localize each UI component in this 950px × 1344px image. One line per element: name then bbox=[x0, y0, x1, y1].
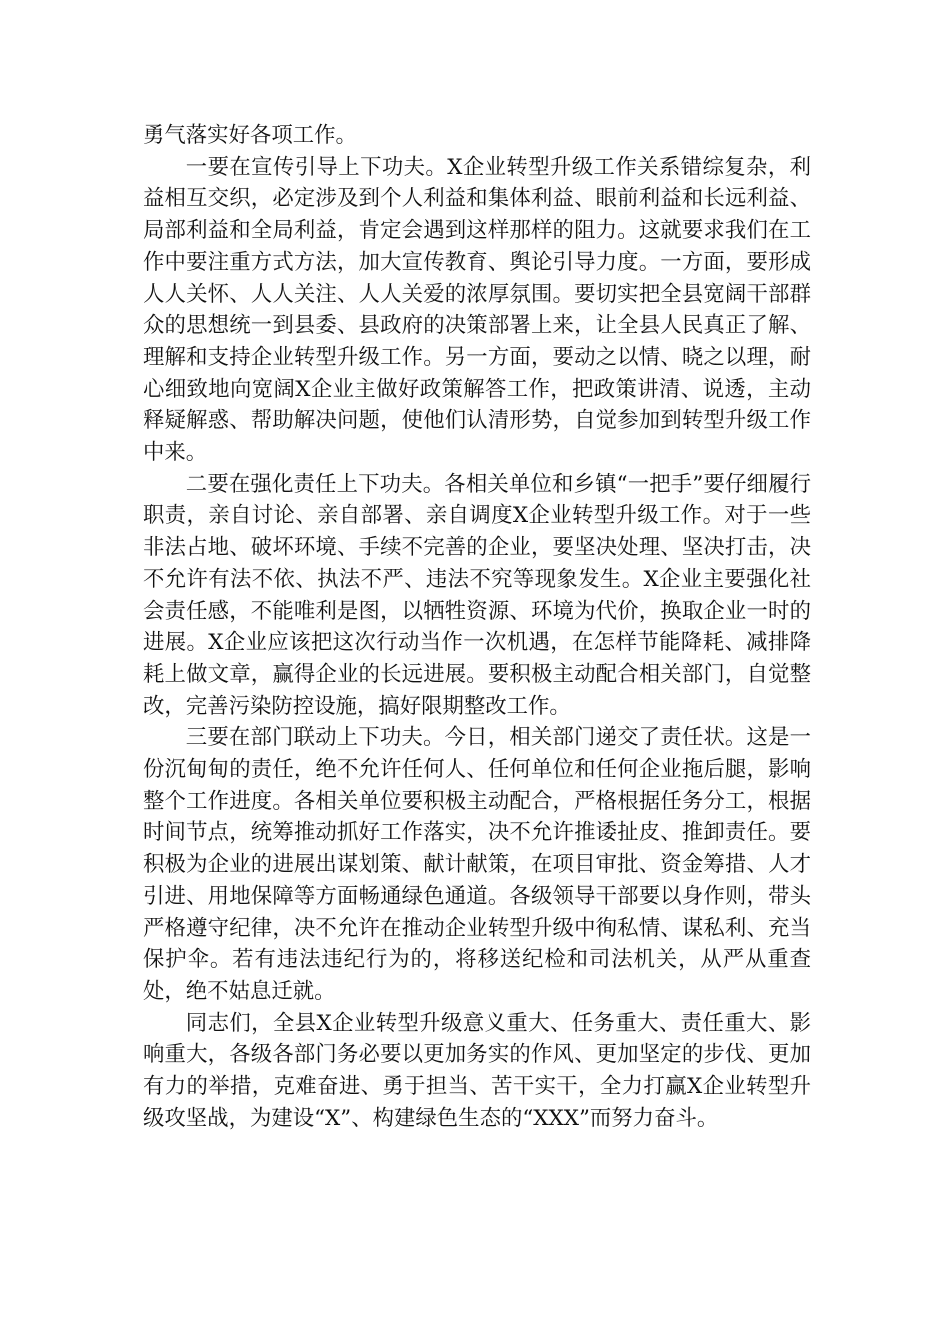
paragraph-strengthen-responsibility: 二要在强化责任上下功夫。各相关单位和乡镇“一把手”要仔细履行职责，亲自讨论、亲自部署、亲自调度X企业转型升级工作。对于一些非法占地、破坏环境、手续不完善的企业，要坚决处理、坚决打击，决不允许有法不依、执法不严、违法不究等现象发生。X企业主要强化社会责任感，不能唯利是图，以牺牲资源、环境为代价，换取企业一时的进展。X企业应该把这次行动当作一次机遇，在怎样节能降耗、减排降耗上做文章，赢得企业的长远进展。要积极主动配合相关部门，自觉整改，完善污染防控设施，搞好限期整改工作。 bbox=[143, 471, 811, 719]
paragraph-continuation: 勇气落实好各项工作。 bbox=[143, 123, 357, 148]
paragraph-publicity-guidance: 一要在宣传引导上下功夫。X企业转型升级工作关系错综复杂，利益相互交织，必定涉及到个人利益和集体利益、眼前利益和长远利益、局部利益和全局利益，肯定会遇到这样那样的阻力。这就要求我们在工作中要注重方式方法，加大宣传教育、舆论引导力度。一方面，要形成人人关怀、人人关注、人人关爱的浓厚氛围。要切实把全县宽阔干部群众的思想统一到县委、县政府的决策部署上来，让全县人民真正了解、理解和支持企业转型升级工作。另一方面，要动之以情、晓之以理，耐心细致地向宽阔X企业主做好政策解答工作，把政策讲清、说透，主动释疑解惑、帮助解决问题，使他们认清形势，自觉参加到转型升级工作中来。 bbox=[143, 154, 811, 466]
paragraph-closing-remarks: 同志们，全县X企业转型升级意义重大、任务重大、责任重大、影响重大，各级各部门务必要以更加务实的作风、更加坚定的步伐、更加有力的举措，克难奋进、勇于担当、苦干实干，全力打赢X企业转型升级攻坚战，为建设“X”、构建绿色生态的“XXX”而努力奋斗。 bbox=[143, 1010, 811, 1131]
document-body bbox=[143, 120, 811, 1135]
paragraph-department-linkage: 三要在部门联动上下功夫。今日，相关部门递交了责任状。这是一份沉甸甸的责任，绝不允许任何人、任何单位和任何企业拖后腿，影响整个工作进度。各相关单位要积极主动配合，严格根据任务分工，根据时间节点，统筹推动抓好工作落实，决不允许推诿扯皮、推卸责任。要积极为企业的进展出谋划策、献计献策，在项目审批、资金筹措、人才引进、用地保障等方面畅通绿色通道。各级领导干部要以身作则，带头严格遵守纪律，决不允许在推动企业转型升级中徇私情、谋私利、充当保护伞。若有违法违纪行为的，将移送纪检和司法机关，从严从重查处，绝不姑息迁就。 bbox=[143, 725, 811, 1004]
